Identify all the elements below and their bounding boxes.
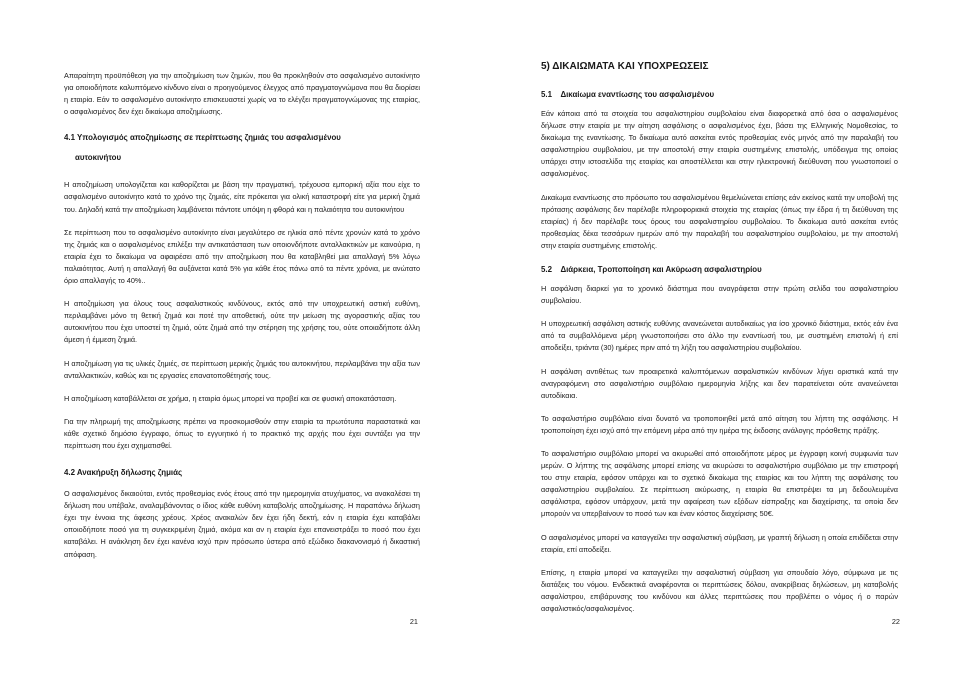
intro-paragraph: Απαραίτητη προϋπόθεση για την αποζημίωση των ζημιών, που θα προκληθούν στο ασφαλισμένο αυτοκίνητο για οποιοδήποτε καλυπτόμενο κίνδυνο είναι ο προηγούμενος έλεγχος από πραγματογνώμονα που θα διορίσει η εταιρία. Εάν το ασφαλισμένο αυτοκίνητο επισκευαστεί χωρίς να το ελέγξει πραγματογνώμονας της εταιρίας, ο ασφαλισμένος δεν έχει δικαίωμα αποζημίωσης. bbox=[64, 71, 420, 117]
paragraph-4-2: Ο ασφαλισμένος δικαιούται, εντός προθεσμίας ενός έτους από την ημερομηνία ατυχήματος, να ανακαλέσει τη δήλωση που υπέβαλε, αναλαμβάνοντας ο ίδιος κάθε ευθύνη καταβολής αποζημίωσης. Η παραπάνω δήλωση έχει την έννοια της άφεσης χρέους. Χρέος ανακαλών δεν έχει ήδη δεκτή, εάν η εταιρία έχει καταβάλει οποιοδήποτε ποσό για τη συγκεκριμένη ζημιά, ακόμα και αν η εταιρία έχει επανειστράξει το ποσό που έχει καταβάλει. Η ανάκληση δεν έχει κανένα ισχύ πριν πρόσωπο ύστερα από εξώδικο διακανονισμό ή δικαστική απόφαση. bbox=[64, 489, 420, 559]
paragraph-5-1-b: Δικαίωμα εναντίωσης στο πρόσωπο του ασφαλισμένου θεμελιώνεται επίσης εάν εκείνος κατά την υποβολή της πρότασης ασφάλισης δεν παρέλαβε πληροφοριακά στοιχεία της εταιρίας (όπως την έδρα ή τη διεύθυνση της εταιρίας) ή δεν παρέλαβε τους όρους του ασφαλιστηρίου συμβολαίου. Το δικαίωμα αυτό ασκείται εντός προθεσμίας δέκα τεσσάρων ημερών από την παραλαβή του ασφαλιστηρίου συμβολαίου, με την αποστολή στην εταιρία συστημένης επιστολής. bbox=[541, 192, 898, 250]
paragraph-5-2-a: Η ασφάλιση διαρκεί για το χρονικό διάστημα που αναγράφεται στην πρώτη σελίδα του ασφαλιστηρίου συμβολαίου. bbox=[541, 284, 898, 306]
paragraph-5-1-a: Εάν κάποια από τα στοιχεία του ασφαλιστηρίου συμβολαίου είναι διαφορετικά από όσα ο ασφαλισμένος δήλωσε στην εταιρία με την αίτηση ασφάλισης ο ασφαλισμένος έχει, βάσει της Ελληνικής Νομοθεσίας, το δικαίωμα της εναντίωσης. Το δικαίωμα αυτό ασκείται εντός προθεσμίας ενός μηνός από την παραλαβή του ασφαλιστηρίου συμβολαίου, με την αποστολή στην εταιρία συστημένης επιστολής, υπόδειγμα της οποίας υπάρχει στην ιστοσελίδα της εταιρίας και αποστέλλεται και στην ηλεκτρονική διεύθυνση που γνωστοποιεί ο ασφαλισμένος. bbox=[541, 109, 898, 179]
paragraph-4-1-d: Η αποζημίωση για τις υλικές ζημιές, σε περίπτωση μερικής ζημιάς του αυτοκινήτου, περιλαμβάνει την αξία των ανταλλακτικών, καθώς και τις εργασίες επανατοποθέτησής τους. bbox=[64, 358, 420, 380]
paragraph-4-1-c: Η αποζημίωση για όλους τους ασφαλιστικούς κινδύνους, εκτός από την υποχρεωτική αστική ευθύνη, περιλαμβάνει μόνο τη θετική ζημιά και ποτέ την αποθετική, ούτε την μείωση της αγοραστικής αξίας του αυτοκινήτου που έχει υποστεί τη ζημιά, ούτε ζημιά από την στέρηση της χρήσης του, ούτε οποιαδήποτε άλλη άμεση ή έμμεση ζημιά. bbox=[64, 299, 420, 345]
paragraph-5-2-g: Επίσης, η εταιρία μπορεί να καταγγείλει την ασφαλιστική σύμβαση για σπουδαίο λόγο, σύμφωνα με τις διατάξεις του νόμου. Ενδεικτικά αναφέρονται οι περιπτώσεις δόλου, ανακρίβειας δηλώσεων, μη καταβολής ασφαλίστρου, επιβάρυνσης του κινδύνου και άλλες περιπτώσεις που προβλέπει ο νόμος ή ο παρών ασφαλιστικός/ασφαλισμένος. bbox=[541, 567, 898, 613]
paragraph-5-2-c: Η ασφάλιση αντιθέτως των προαιρετικά καλυπτόμενων ασφαλιστικών κινδύνων λήγει οριστικά κατά την αναγραφόμενη στο ασφαλιστήριο συμβόλαιο ημερομηνία λήξης και δεν παρατείνεται ούτε ανανεώνεται αυτοδίκαια. bbox=[541, 366, 898, 400]
paragraph-5-2-d: Το ασφαλιστήριο συμβόλαιο είναι δυνατό να τροποποιηθεί μετά από αίτηση του λήπτη της ασφάλισης. Η τροποποίηση έχει ισχύ από την επόμενη μέρα από την ημέρα της έκδοσης ανάλογης πρόσθετης πράξης. bbox=[541, 413, 898, 435]
right-page-text bbox=[541, 60, 898, 615]
paragraph-4-1-f: Για την πληρωμή της αποζημίωσης πρέπει να προσκομισθούν στην εταιρία τα πρωτότυπα παραστατικά και κάθε σχετικό δημόσιο έγγραφο, όπως το εγγυητικό ή το πρακτικό της αρχής που έχει συντάξει για την περίπτωση που έχει σχηματισθεί. bbox=[64, 416, 420, 450]
paragraph-5-2-e: Το ασφαλιστήριο συμβόλαιο μπορεί να ακυρωθεί από οποιοδήποτε μέρος με έγγραφη κοινή συμφωνία των μερών. Ο λήπτης της ασφάλισης μπορεί επίσης να ακυρώσει το ασφαλιστήριο συμβόλαιο με την επιστροφή του στην εταιρία, εφόσον υπάρχει και το σχετικό δικαίωμα της εταιρίας και του λήπτη της ασφάλισης του ασφαλιστηρίου συμβολαίου. Σε περίπτωση ακύρωσης, η εταιρία θα επιστρέψει τα μη δεδουλευμένα ασφάλιστρα, εφόσον υπάρχουν, μετά την αφαίρεση των εξόδων είσπραξης και διαχείρισης, τα οποία δεν μπορούν να υπερβαίνουν το ποσό των και έναν κόστος διαχείρισης 50€. bbox=[541, 448, 898, 519]
page-number-right: 22 bbox=[891, 617, 900, 626]
paragraph-4-1-b: Σε περίπτωση που το ασφαλισμένο αυτοκίνητο είναι μεγαλύτερο σε ηλικία από πέντε χρονών κατά το χρόνο της ζημιάς και ο ασφαλισμένος επιλέξει την αντικατάσταση των οποιονδήποτε ανταλλακτικών με καινούρια, η εταιρία έχει το δικαίωμα να αφαιρέσει από την αποζημίωση που θα καταβληθεί μια απαλλαγή 5% λόγω παλαιότητας. Αυτή η απαλλαγή θα αυξάνεται κατά 5% για κάθε έτος πάνω από τα πέντε χρόνια, με ανώτατο όριο απαλλαγής το 40%.. bbox=[64, 227, 421, 286]
heading-5-2: 5.2 Διάρκεια, Τροποποίηση και Ακύρωση ασφαλιστηρίου bbox=[541, 265, 762, 275]
paragraph-5-2-b: Η υποχρεωτική ασφάλιση αστικής ευθύνης ανανεώνεται αυτοδικαίως για ίσο χρονικό διάστημα, εκτός εάν ένα από τα συμβαλλόμενα μέρη γνωστοποιήσει στο άλλο την εναντίωσή του, με συστημένη επιστολή ή επί αποδείξει, τριάντα (30) ημέρες πριν από τη λήξη του ασφαλιστηρίου συμβολαίου. bbox=[541, 319, 898, 353]
heading-5-1: 5.1 Δικαίωμα εναντίωσης του ασφαλισμένου bbox=[541, 90, 715, 99]
page-number-left: 21 bbox=[409, 617, 418, 626]
paragraph-4-1-e: Η αποζημίωση καταβάλλεται σε χρήμα, η εταιρία όμως μπορεί να προβεί και σε φυσική αποκατάσταση. bbox=[64, 393, 397, 403]
paragraph-4-1-a: Η αποζημίωση υπολογίζεται και καθορίζεται με βάση την πραγματική, τρέχουσα εμπορική αξία που είχε το ασφαλισμένο αυτοκίνητο κατά το χρόνο της ζημιάς, είτε πρόκειται για ολική καταστροφή είτε για μερική ζημιά του. Δηλαδή κατά την αποζημίωση λαμβάνεται πάντοτε υπόψη η φθορά και η παλαιότητα του αυτοκινήτου bbox=[64, 180, 420, 214]
right-page bbox=[480, 0, 960, 674]
heading-5: 5) ΔΙΚΑΙΩΜΑΤΑ ΚΑΙ ΥΠΟΧΡΕΩΣΕΙΣ bbox=[541, 61, 709, 72]
heading-4-1: 4.1 Υπολογισμός αποζημίωσης σε περίπτωσης ζημιάς του ασφαλισμένου αυτοκινήτου bbox=[64, 133, 341, 163]
paragraph-5-2-f: Ο ασφαλισμένος μπορεί να καταγγείλει την ασφαλιστική σύμβαση, με γραπτή δήλωση η οποία επιδίδεται στην εταιρία, επί αποδείξει. bbox=[541, 532, 898, 554]
heading-4-2: 4.2 Ανακήρυξη δήλωσης ζημιάς bbox=[64, 468, 183, 478]
left-page-text bbox=[64, 70, 420, 561]
